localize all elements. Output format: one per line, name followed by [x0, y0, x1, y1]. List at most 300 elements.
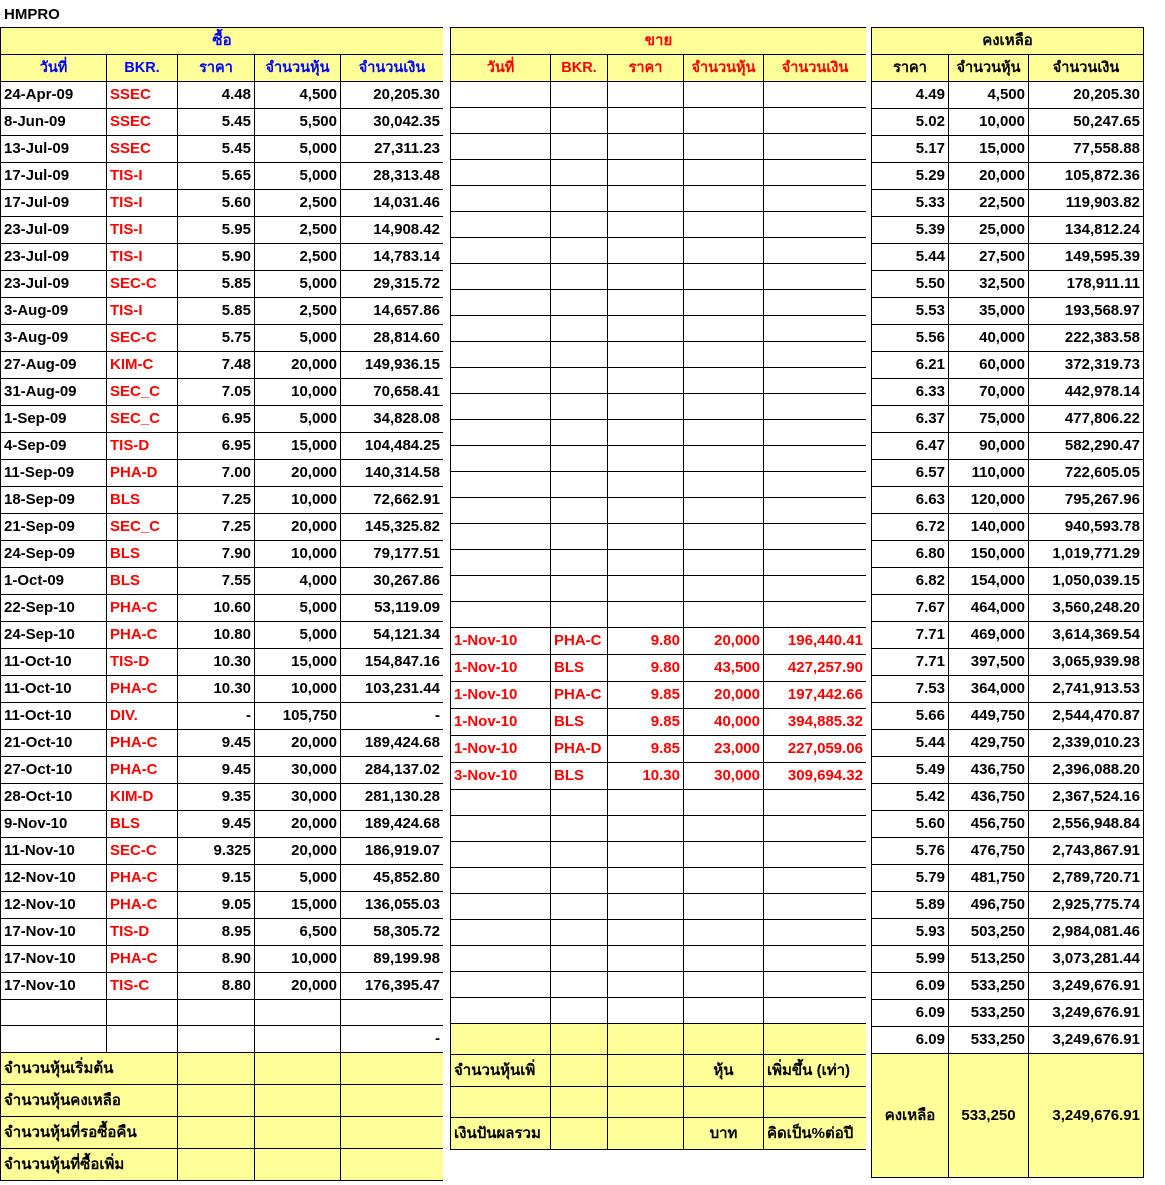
sell-cell-price[interactable] — [608, 186, 684, 212]
sell-cell-price[interactable] — [608, 524, 684, 550]
balance-cell-amount[interactable]: 3,065,939.98 — [1029, 649, 1144, 676]
sell-cell-amount[interactable] — [764, 368, 867, 394]
balance-cell-amount[interactable]: 372,319.73 — [1029, 352, 1144, 379]
buy-summary-cell[interactable] — [178, 1053, 255, 1085]
sell-header-amount[interactable]: จำนวนเงิน — [764, 55, 867, 82]
sell-cell-broker[interactable] — [551, 842, 608, 868]
sell-cell-price[interactable] — [608, 602, 684, 628]
sell-cell-price[interactable]: 9.80 — [608, 628, 684, 655]
buy-cell-shares[interactable]: 2,500 — [255, 244, 341, 271]
sell-cell-date[interactable]: 1-Nov-10 — [451, 655, 551, 682]
sell-cell-shares[interactable] — [684, 264, 764, 290]
buy-cell-amount[interactable]: 58,305.72 — [341, 919, 444, 946]
buy-cell-broker[interactable]: TIS-I — [107, 190, 178, 217]
buy-cell-broker[interactable]: TIS-I — [107, 217, 178, 244]
sell-cell-shares[interactable]: 43,500 — [684, 655, 764, 682]
sell-cell-amount[interactable] — [764, 290, 867, 316]
buy-summary-cell[interactable] — [178, 1149, 255, 1181]
buy-section-label[interactable]: ซื้อ — [1, 28, 444, 55]
sell-cell-broker[interactable] — [551, 186, 608, 212]
sell-cell-price[interactable]: 9.85 — [608, 709, 684, 736]
buy-cell-broker[interactable]: PHA-C — [107, 865, 178, 892]
balance-cell-shares[interactable]: 75,000 — [949, 406, 1029, 433]
buy-cell-shares[interactable]: 4,000 — [255, 568, 341, 595]
sell-cell-date[interactable] — [451, 472, 551, 498]
buy-summary-cell[interactable] — [341, 1149, 444, 1181]
sell-cell-shares[interactable] — [684, 576, 764, 602]
balance-cell-amount[interactable]: 2,367,524.16 — [1029, 784, 1144, 811]
balance-cell-shares[interactable]: 20,000 — [949, 163, 1029, 190]
buy-cell-price[interactable]: 5.95 — [178, 217, 255, 244]
buy-cell-broker[interactable]: SSEC — [107, 82, 178, 109]
balance-cell-price[interactable]: 7.71 — [872, 649, 949, 676]
sell-cell-shares[interactable] — [684, 420, 764, 446]
sell-cell-price[interactable] — [608, 446, 684, 472]
balance-cell-shares[interactable]: 364,000 — [949, 676, 1029, 703]
balance-cell-amount[interactable]: 222,383.58 — [1029, 325, 1144, 352]
sell-cell-price[interactable] — [608, 498, 684, 524]
balance-cell-amount[interactable]: 105,872.36 — [1029, 163, 1144, 190]
buy-cell-amount[interactable]: - — [341, 1026, 444, 1053]
buy-cell-date[interactable]: 21-Oct-10 — [1, 730, 107, 757]
balance-cell-price[interactable]: 5.99 — [872, 946, 949, 973]
balance-cell-shares[interactable]: 429,750 — [949, 730, 1029, 757]
balance-cell-shares[interactable]: 35,000 — [949, 298, 1029, 325]
buy-cell-broker[interactable]: TIS-C — [107, 973, 178, 1000]
buy-summary-cell[interactable] — [255, 1117, 341, 1149]
sell-cell-amount[interactable] — [764, 920, 867, 946]
sell-cell-price[interactable] — [608, 972, 684, 998]
buy-cell-price[interactable]: 9.15 — [178, 865, 255, 892]
sell-cell-shares[interactable] — [684, 446, 764, 472]
buy-cell-shares[interactable]: 4,500 — [255, 82, 341, 109]
sell-cell-broker[interactable] — [551, 498, 608, 524]
sell-cell-price[interactable] — [608, 134, 684, 160]
balance-cell-amount[interactable]: 582,290.47 — [1029, 433, 1144, 460]
balance-cell-price[interactable]: 5.79 — [872, 865, 949, 892]
sell-cell-price[interactable] — [608, 576, 684, 602]
balance-cell-price[interactable]: 6.21 — [872, 352, 949, 379]
sell-cell-broker[interactable] — [551, 82, 608, 108]
buy-cell-amount[interactable]: 20,205.30 — [341, 82, 444, 109]
buy-cell-broker[interactable]: SEC_C — [107, 406, 178, 433]
balance-cell-amount[interactable]: 1,050,039.15 — [1029, 568, 1144, 595]
balance-cell-shares[interactable]: 27,500 — [949, 244, 1029, 271]
buy-cell-shares[interactable]: 30,000 — [255, 784, 341, 811]
buy-cell-price[interactable]: 5.85 — [178, 298, 255, 325]
balance-cell-shares[interactable]: 25,000 — [949, 217, 1029, 244]
buy-cell-broker[interactable]: SEC-C — [107, 271, 178, 298]
sell-cell-price[interactable] — [608, 108, 684, 134]
sell-cell-shares[interactable] — [684, 790, 764, 816]
buy-cell-broker[interactable]: TIS-D — [107, 649, 178, 676]
balance-cell-amount[interactable]: 2,544,470.87 — [1029, 703, 1144, 730]
buy-cell-broker[interactable]: TIS-D — [107, 919, 178, 946]
buy-cell-date[interactable]: 27-Oct-10 — [1, 757, 107, 784]
buy-cell-price[interactable]: 10.80 — [178, 622, 255, 649]
sell-summary-unit[interactable]: บาท — [684, 1118, 764, 1150]
sell-cell-shares[interactable] — [684, 998, 764, 1024]
sell-summary-cell[interactable] — [684, 1087, 764, 1118]
sell-cell-date[interactable]: 1-Nov-10 — [451, 736, 551, 763]
sell-cell-price[interactable] — [608, 550, 684, 576]
sell-cell-price[interactable]: 9.85 — [608, 682, 684, 709]
buy-summary-cell[interactable] — [178, 1117, 255, 1149]
balance-cell-amount[interactable]: 1,019,771.29 — [1029, 541, 1144, 568]
balance-cell-amount[interactable]: 20,205.30 — [1029, 82, 1144, 109]
buy-header-date[interactable]: วันที่ — [1, 55, 107, 82]
sell-cell-amount[interactable] — [764, 842, 867, 868]
sell-cell-broker[interactable]: PHA-C — [551, 682, 608, 709]
buy-cell-price[interactable]: 5.90 — [178, 244, 255, 271]
sell-cell-date[interactable]: 1-Nov-10 — [451, 682, 551, 709]
buy-summary-label[interactable]: จำนวนหุ้นที่รอซื้อคืน — [1, 1117, 178, 1149]
balance-cell-shares[interactable]: 22,500 — [949, 190, 1029, 217]
buy-cell-date[interactable]: 17-Jul-09 — [1, 163, 107, 190]
balance-cell-shares[interactable]: 140,000 — [949, 514, 1029, 541]
buy-cell-amount[interactable]: 89,199.98 — [341, 946, 444, 973]
sell-cell-price[interactable] — [608, 342, 684, 368]
sell-summary-cell[interactable] — [451, 1087, 551, 1118]
balance-cell-amount[interactable]: 442,978.14 — [1029, 379, 1144, 406]
sell-cell-date[interactable] — [451, 920, 551, 946]
balance-cell-price[interactable]: 5.53 — [872, 298, 949, 325]
buy-summary-cell[interactable] — [255, 1085, 341, 1117]
balance-cell-amount[interactable]: 940,593.78 — [1029, 514, 1144, 541]
balance-cell-price[interactable]: 5.89 — [872, 892, 949, 919]
balance-cell-shares[interactable]: 15,000 — [949, 136, 1029, 163]
sell-cell-broker[interactable] — [551, 894, 608, 920]
sell-cell-date[interactable] — [451, 342, 551, 368]
sell-cell-shares[interactable] — [684, 238, 764, 264]
buy-cell-date[interactable]: 23-Jul-09 — [1, 217, 107, 244]
buy-cell-amount[interactable]: 14,908.42 — [341, 217, 444, 244]
buy-cell-price[interactable]: 7.05 — [178, 379, 255, 406]
sell-summary-label[interactable]: คิดเป็น%ต่อปี — [764, 1118, 867, 1150]
sell-cell-amount[interactable] — [764, 316, 867, 342]
sell-cell-date[interactable] — [451, 316, 551, 342]
buy-cell-broker[interactable]: PHA-D — [107, 460, 178, 487]
buy-cell-amount[interactable]: 189,424.68 — [341, 730, 444, 757]
sell-summary-cell[interactable] — [608, 1024, 684, 1055]
balance-cell-price[interactable]: 5.33 — [872, 190, 949, 217]
balance-cell-amount[interactable]: 3,614,369.54 — [1029, 622, 1144, 649]
balance-summary-amount[interactable]: 3,249,676.91 — [1029, 1054, 1144, 1178]
buy-cell-price[interactable]: 7.00 — [178, 460, 255, 487]
buy-cell-shares[interactable] — [255, 1026, 341, 1053]
sell-cell-amount[interactable] — [764, 446, 867, 472]
buy-cell-shares[interactable]: 2,500 — [255, 190, 341, 217]
balance-cell-amount[interactable]: 3,249,676.91 — [1029, 1027, 1144, 1054]
balance-cell-shares[interactable]: 120,000 — [949, 487, 1029, 514]
sell-summary-cell[interactable] — [608, 1087, 684, 1118]
buy-cell-date[interactable]: 31-Aug-09 — [1, 379, 107, 406]
balance-cell-price[interactable]: 5.44 — [872, 244, 949, 271]
sell-summary-cell[interactable] — [608, 1055, 684, 1087]
balance-cell-price[interactable]: 5.66 — [872, 703, 949, 730]
buy-cell-broker[interactable]: SSEC — [107, 136, 178, 163]
sell-cell-broker[interactable] — [551, 264, 608, 290]
sell-header-date[interactable]: วันที่ — [451, 55, 551, 82]
balance-cell-price[interactable]: 5.29 — [872, 163, 949, 190]
sell-cell-shares[interactable] — [684, 82, 764, 108]
sell-cell-shares[interactable] — [684, 134, 764, 160]
sell-cell-broker[interactable]: BLS — [551, 655, 608, 682]
buy-cell-shares[interactable]: 5,000 — [255, 325, 341, 352]
buy-cell-date[interactable]: 1-Oct-09 — [1, 568, 107, 595]
balance-cell-price[interactable]: 6.33 — [872, 379, 949, 406]
buy-cell-shares[interactable]: 20,000 — [255, 514, 341, 541]
sell-cell-amount[interactable] — [764, 946, 867, 972]
buy-cell-broker[interactable]: SEC-C — [107, 838, 178, 865]
balance-cell-shares[interactable]: 154,000 — [949, 568, 1029, 595]
buy-cell-date[interactable]: 18-Sep-09 — [1, 487, 107, 514]
balance-cell-shares[interactable]: 397,500 — [949, 649, 1029, 676]
buy-cell-amount[interactable]: 104,484.25 — [341, 433, 444, 460]
balance-summary-shares[interactable]: 533,250 — [949, 1054, 1029, 1178]
buy-cell-broker[interactable]: SSEC — [107, 109, 178, 136]
sell-cell-date[interactable] — [451, 602, 551, 628]
buy-cell-price[interactable] — [178, 1000, 255, 1026]
buy-cell-date[interactable]: 17-Nov-10 — [1, 946, 107, 973]
sell-cell-price[interactable] — [608, 472, 684, 498]
buy-cell-price[interactable]: 8.95 — [178, 919, 255, 946]
buy-cell-shares[interactable]: 20,000 — [255, 460, 341, 487]
buy-cell-date[interactable]: 11-Oct-10 — [1, 676, 107, 703]
buy-summary-cell[interactable] — [255, 1053, 341, 1085]
buy-cell-amount[interactable]: 27,311.23 — [341, 136, 444, 163]
sell-cell-date[interactable] — [451, 868, 551, 894]
buy-summary-label[interactable]: จำนวนหุ้นคงเหลือ — [1, 1085, 178, 1117]
sell-cell-amount[interactable] — [764, 894, 867, 920]
buy-cell-date[interactable]: 3-Aug-09 — [1, 325, 107, 352]
buy-cell-date[interactable]: 8-Jun-09 — [1, 109, 107, 136]
buy-cell-price[interactable]: 9.45 — [178, 811, 255, 838]
sell-cell-broker[interactable] — [551, 290, 608, 316]
buy-cell-date[interactable]: 4-Sep-09 — [1, 433, 107, 460]
buy-cell-shares[interactable]: 2,500 — [255, 217, 341, 244]
buy-cell-broker[interactable]: BLS — [107, 811, 178, 838]
buy-cell-price[interactable]: 10.30 — [178, 649, 255, 676]
buy-cell-amount[interactable]: 189,424.68 — [341, 811, 444, 838]
buy-cell-shares[interactable]: 10,000 — [255, 946, 341, 973]
sell-summary-cell[interactable] — [551, 1055, 608, 1087]
balance-cell-amount[interactable]: 2,741,913.53 — [1029, 676, 1144, 703]
balance-header-shares[interactable]: จำนวนหุ้น — [949, 55, 1029, 82]
balance-cell-price[interactable]: 7.67 — [872, 595, 949, 622]
balance-cell-shares[interactable]: 469,000 — [949, 622, 1029, 649]
buy-cell-shares[interactable]: 5,500 — [255, 109, 341, 136]
sell-cell-shares[interactable] — [684, 342, 764, 368]
balance-cell-price[interactable]: 6.37 — [872, 406, 949, 433]
buy-cell-amount[interactable]: 72,662.91 — [341, 487, 444, 514]
buy-cell-date[interactable]: 11-Oct-10 — [1, 649, 107, 676]
sell-cell-date[interactable] — [451, 498, 551, 524]
sell-cell-broker[interactable] — [551, 134, 608, 160]
sell-cell-price[interactable] — [608, 946, 684, 972]
sell-cell-date[interactable] — [451, 290, 551, 316]
buy-cell-amount[interactable]: 284,137.02 — [341, 757, 444, 784]
buy-cell-date[interactable]: 28-Oct-10 — [1, 784, 107, 811]
sell-cell-date[interactable]: 1-Nov-10 — [451, 628, 551, 655]
sell-cell-price[interactable] — [608, 160, 684, 186]
sell-cell-shares[interactable] — [684, 550, 764, 576]
sell-cell-broker[interactable] — [551, 160, 608, 186]
buy-cell-shares[interactable]: 5,000 — [255, 622, 341, 649]
balance-cell-amount[interactable]: 2,743,867.91 — [1029, 838, 1144, 865]
balance-cell-amount[interactable]: 722,605.05 — [1029, 460, 1144, 487]
balance-cell-amount[interactable]: 193,568.97 — [1029, 298, 1144, 325]
buy-cell-date[interactable]: 17-Nov-10 — [1, 919, 107, 946]
buy-summary-label[interactable]: จำนวนหุ้นที่ซื้อเพิ่ม — [1, 1149, 178, 1181]
balance-header-amount[interactable]: จำนวนเงิน — [1029, 55, 1144, 82]
balance-cell-shares[interactable]: 533,250 — [949, 1027, 1029, 1054]
sell-cell-price[interactable] — [608, 790, 684, 816]
sell-summary-cell[interactable] — [551, 1024, 608, 1055]
sell-cell-broker[interactable]: BLS — [551, 763, 608, 790]
buy-cell-date[interactable]: 17-Jul-09 — [1, 190, 107, 217]
sell-section-label[interactable]: ขาย — [451, 28, 867, 55]
balance-cell-shares[interactable]: 110,000 — [949, 460, 1029, 487]
buy-cell-date[interactable]: 24-Apr-09 — [1, 82, 107, 109]
sell-cell-date[interactable]: 1-Nov-10 — [451, 709, 551, 736]
sell-cell-shares[interactable] — [684, 290, 764, 316]
buy-cell-date[interactable]: 11-Nov-10 — [1, 838, 107, 865]
sell-cell-amount[interactable] — [764, 998, 867, 1024]
buy-cell-broker[interactable] — [107, 1026, 178, 1053]
buy-cell-price[interactable]: 9.45 — [178, 730, 255, 757]
sell-cell-date[interactable] — [451, 998, 551, 1024]
buy-summary-label[interactable]: จำนวนหุ้นเริ่มต้น — [1, 1053, 178, 1085]
sell-cell-broker[interactable]: PHA-D — [551, 736, 608, 763]
buy-cell-amount[interactable]: 136,055.03 — [341, 892, 444, 919]
sell-cell-amount[interactable] — [764, 602, 867, 628]
buy-cell-broker[interactable]: KIM-C — [107, 352, 178, 379]
sell-cell-shares[interactable] — [684, 524, 764, 550]
sell-cell-date[interactable] — [451, 160, 551, 186]
balance-cell-amount[interactable]: 149,595.39 — [1029, 244, 1144, 271]
buy-cell-shares[interactable]: 20,000 — [255, 838, 341, 865]
sell-summary-cell[interactable] — [608, 1118, 684, 1150]
sell-cell-amount[interactable] — [764, 472, 867, 498]
buy-header-shares[interactable]: จำนวนหุ้น — [255, 55, 341, 82]
buy-cell-shares[interactable]: 10,000 — [255, 541, 341, 568]
buy-cell-price[interactable]: 5.45 — [178, 109, 255, 136]
buy-cell-date[interactable] — [1, 1026, 107, 1053]
sell-cell-amount[interactable] — [764, 264, 867, 290]
buy-cell-amount[interactable]: 53,119.09 — [341, 595, 444, 622]
sell-cell-broker[interactable]: BLS — [551, 709, 608, 736]
buy-cell-amount[interactable]: 140,314.58 — [341, 460, 444, 487]
sell-cell-shares[interactable] — [684, 972, 764, 998]
buy-cell-shares[interactable]: 10,000 — [255, 487, 341, 514]
sell-cell-shares[interactable] — [684, 368, 764, 394]
buy-cell-date[interactable] — [1, 1000, 107, 1026]
sell-cell-shares[interactable]: 40,000 — [684, 709, 764, 736]
sell-cell-price[interactable] — [608, 264, 684, 290]
balance-cell-amount[interactable]: 2,556,948.84 — [1029, 811, 1144, 838]
buy-cell-broker[interactable]: SEC_C — [107, 514, 178, 541]
buy-cell-shares[interactable]: 5,000 — [255, 865, 341, 892]
balance-cell-price[interactable]: 6.63 — [872, 487, 949, 514]
sell-cell-shares[interactable]: 20,000 — [684, 682, 764, 709]
sell-cell-date[interactable] — [451, 842, 551, 868]
balance-cell-price[interactable]: 6.09 — [872, 1000, 949, 1027]
buy-cell-shares[interactable]: 2,500 — [255, 298, 341, 325]
balance-cell-price[interactable]: 4.49 — [872, 82, 949, 109]
sell-cell-broker[interactable] — [551, 790, 608, 816]
sell-cell-shares[interactable] — [684, 868, 764, 894]
sell-cell-shares[interactable] — [684, 894, 764, 920]
balance-cell-price[interactable]: 5.17 — [872, 136, 949, 163]
balance-cell-amount[interactable]: 2,984,081.46 — [1029, 919, 1144, 946]
buy-cell-amount[interactable]: 14,657.86 — [341, 298, 444, 325]
sell-cell-date[interactable] — [451, 108, 551, 134]
buy-cell-amount[interactable]: 45,852.80 — [341, 865, 444, 892]
buy-cell-broker[interactable]: BLS — [107, 568, 178, 595]
buy-cell-price[interactable]: 5.85 — [178, 271, 255, 298]
buy-cell-price[interactable]: 10.60 — [178, 595, 255, 622]
buy-cell-shares[interactable]: 20,000 — [255, 730, 341, 757]
buy-cell-shares[interactable]: 5,000 — [255, 271, 341, 298]
buy-cell-amount[interactable]: 70,658.41 — [341, 379, 444, 406]
sell-summary-cell[interactable] — [764, 1024, 867, 1055]
buy-cell-amount[interactable]: 54,121.34 — [341, 622, 444, 649]
sell-cell-broker[interactable] — [551, 998, 608, 1024]
balance-cell-price[interactable]: 5.42 — [872, 784, 949, 811]
buy-cell-price[interactable]: 4.48 — [178, 82, 255, 109]
balance-cell-amount[interactable]: 3,249,676.91 — [1029, 1000, 1144, 1027]
buy-cell-shares[interactable]: 15,000 — [255, 649, 341, 676]
sell-summary-unit[interactable]: หุ้น — [684, 1055, 764, 1087]
buy-cell-price[interactable]: 10.30 — [178, 676, 255, 703]
balance-cell-shares[interactable]: 476,750 — [949, 838, 1029, 865]
sell-cell-broker[interactable] — [551, 816, 608, 842]
buy-cell-broker[interactable]: TIS-I — [107, 244, 178, 271]
sell-cell-price[interactable] — [608, 894, 684, 920]
sell-cell-shares[interactable] — [684, 472, 764, 498]
buy-cell-shares[interactable]: 10,000 — [255, 676, 341, 703]
balance-cell-shares[interactable]: 481,750 — [949, 865, 1029, 892]
sell-cell-amount[interactable] — [764, 82, 867, 108]
balance-cell-shares[interactable]: 40,000 — [949, 325, 1029, 352]
buy-cell-price[interactable]: 7.25 — [178, 487, 255, 514]
sell-cell-amount[interactable] — [764, 394, 867, 420]
buy-cell-shares[interactable]: 10,000 — [255, 379, 341, 406]
sell-cell-price[interactable] — [608, 238, 684, 264]
buy-cell-amount[interactable]: 30,042.35 — [341, 109, 444, 136]
sell-cell-amount[interactable] — [764, 134, 867, 160]
sell-cell-price[interactable] — [608, 82, 684, 108]
sell-cell-shares[interactable]: 23,000 — [684, 736, 764, 763]
buy-summary-cell[interactable] — [341, 1053, 444, 1085]
sell-cell-amount[interactable] — [764, 420, 867, 446]
buy-cell-amount[interactable]: 154,847.16 — [341, 649, 444, 676]
sell-cell-shares[interactable] — [684, 186, 764, 212]
balance-cell-price[interactable]: 7.71 — [872, 622, 949, 649]
sell-cell-date[interactable] — [451, 420, 551, 446]
buy-cell-price[interactable] — [178, 1026, 255, 1053]
buy-cell-broker[interactable]: PHA-C — [107, 595, 178, 622]
sell-summary-label[interactable]: เพิ่มขึ้น (เท่า) — [764, 1055, 867, 1087]
buy-cell-date[interactable]: 11-Oct-10 — [1, 703, 107, 730]
balance-cell-shares[interactable]: 456,750 — [949, 811, 1029, 838]
sell-cell-date[interactable] — [451, 82, 551, 108]
sell-cell-amount[interactable] — [764, 576, 867, 602]
sell-cell-date[interactable] — [451, 446, 551, 472]
sell-cell-shares[interactable] — [684, 394, 764, 420]
balance-cell-shares[interactable]: 496,750 — [949, 892, 1029, 919]
